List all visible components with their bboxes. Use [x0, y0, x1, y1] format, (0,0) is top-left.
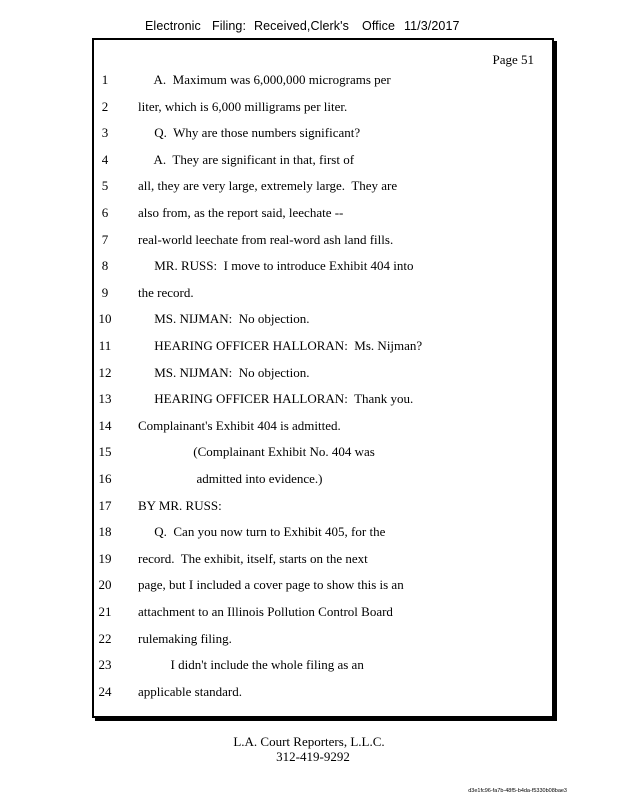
line-number: 16: [98, 471, 112, 486]
line-text: real-world leechate from real-word ash land fills.: [138, 231, 394, 247]
line-text: applicable standard.: [138, 683, 242, 699]
line-number: 7: [101, 231, 109, 247]
transcript-line: [0, 604, 600, 630]
line-text: the record.: [138, 284, 194, 300]
transcript-line: [0, 311, 600, 337]
line-text: MR. RUSS: I move to introduce Exhibit 404 into: [138, 258, 414, 274]
line-text: MS. NIJMAN: No objection.: [138, 364, 310, 380]
line-text: A. Maximum was 6,000,000 micrograms per: [138, 72, 391, 87]
transcript-line: [0, 498, 600, 524]
line-number: 8: [101, 258, 109, 274]
transcript-line: [0, 338, 600, 364]
line-text: A. They are significant in that, first of: [138, 151, 355, 167]
line-number: 1: [101, 72, 109, 87]
line-text: page, but I included a cover page to show this is an: [138, 577, 404, 593]
transcript-line: [0, 551, 600, 577]
transcript-line: [0, 524, 600, 550]
line-text: HEARING OFFICER HALLORAN: Thank you.: [138, 391, 414, 407]
transcript-line: [0, 258, 600, 284]
line-number: 24: [98, 683, 112, 699]
stamp-received: Received,Clerk's: [254, 19, 349, 33]
line-number: 20: [98, 577, 112, 593]
transcript-line: [0, 178, 600, 204]
transcript-line: [0, 365, 600, 391]
line-text: I didn't include the whole filing as an: [138, 657, 364, 673]
stamp-date: 11/3/2017: [404, 19, 460, 33]
line-number: 5: [101, 178, 109, 194]
transcript-line: [0, 99, 600, 125]
line-number: 14: [98, 417, 112, 433]
line-number: 4: [101, 151, 109, 167]
line-text: (Complainant Exhibit No. 404 was: [138, 444, 375, 460]
line-number: 15: [98, 444, 112, 460]
transcript-line: [0, 471, 600, 497]
line-text: Complainant's Exhibit 404 is admitted.: [138, 417, 341, 433]
transcript-line: [0, 391, 600, 417]
transcript-line: [0, 577, 600, 603]
footer-phone: 312-419-9292: [276, 749, 350, 764]
line-number: 2: [101, 98, 109, 114]
line-text: attachment to an Illinois Pollution Control Board: [138, 604, 393, 619]
line-number: 19: [98, 550, 112, 566]
line-text: Q. Why are those numbers significant?: [138, 125, 361, 141]
line-text: also from, as the report said, leechate --: [138, 205, 344, 220]
line-text: rulemaking filing.: [138, 630, 232, 646]
transcript-line: [0, 418, 600, 444]
line-text: Q. Can you now turn to Exhibit 405, for the: [138, 524, 386, 540]
line-text: record. The exhibit, itself, starts on the next: [138, 550, 368, 566]
stamp-office: Office: [362, 19, 396, 33]
footer-company: L.A. Court Reporters, L.L.C.: [233, 734, 385, 749]
line-number: 18: [98, 524, 112, 540]
transcript-line: [0, 684, 600, 710]
line-number: 6: [101, 205, 109, 220]
line-number: 23: [98, 657, 112, 673]
transcript-line: [0, 444, 600, 470]
line-number: 10: [98, 311, 112, 327]
line-text: admitted into evidence.): [138, 471, 323, 486]
line-text: HEARING OFFICER HALLORAN: Ms. Nijman?: [138, 338, 423, 353]
transcript-line: [0, 205, 600, 231]
stamp-filing: Filing:: [212, 19, 247, 33]
line-number: 13: [98, 391, 112, 407]
line-number: 9: [101, 284, 109, 300]
line-number: 17: [98, 497, 112, 513]
transcript-line: [0, 232, 600, 258]
transcript-line: [0, 152, 600, 178]
transcript-line: [0, 125, 600, 151]
line-number: 11: [98, 338, 112, 353]
line-number: 3: [101, 125, 109, 141]
line-text: BY MR. RUSS:: [138, 497, 222, 513]
page-number: Page 51: [492, 52, 534, 67]
transcript-line: [0, 657, 600, 683]
line-text: liter, which is 6,000 milligrams per liter.: [138, 98, 348, 114]
transcript-line: [0, 285, 600, 311]
transcript-line: [0, 72, 600, 98]
line-number: 22: [98, 630, 112, 646]
line-text: MS. NIJMAN: No objection.: [138, 311, 310, 327]
stamp-electronic: Electronic: [145, 19, 201, 33]
document-id: d3e1fc96-fa7b-48f5-b4da-f5330b08bae3: [468, 788, 567, 794]
line-number: 21: [98, 604, 112, 619]
transcript-line: [0, 631, 600, 657]
line-number: 12: [98, 364, 112, 380]
line-text: all, they are very large, extremely large. They are: [138, 178, 398, 194]
